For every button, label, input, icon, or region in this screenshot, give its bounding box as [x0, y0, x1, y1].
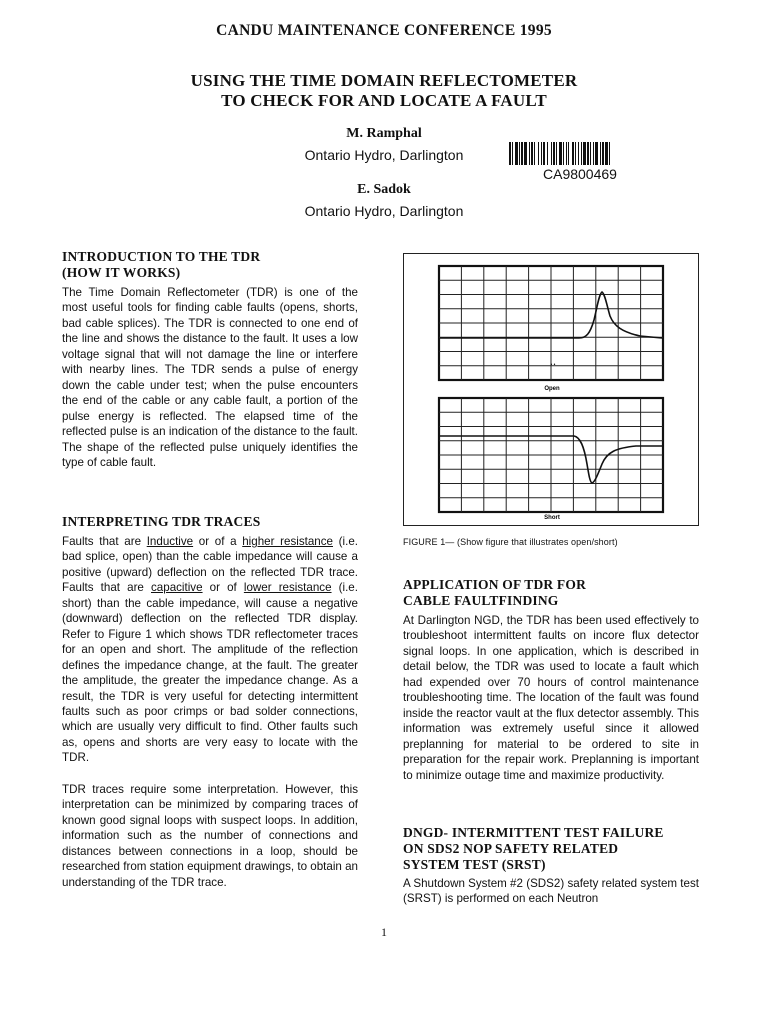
author-2-name: E. Sadok: [357, 182, 411, 197]
catalog-number: CA9800469: [543, 166, 617, 182]
interpreting-paragraph-2: TDR traces require some interpretation. However, this interpretation can be minimized by comparing traces of known good signal loops with suspect loops. In addition, information such as the number of connections and distances between connections in a loop, should be researched from station equipment drawings, to obtain an understanding of the TDR trace.: [62, 783, 358, 889]
dngd-heading-line-3: SYSTEM TEST (SRST): [403, 857, 546, 872]
application-heading-line-1: APPLICATION OF TDR FOR: [403, 577, 587, 592]
interp-text-5: (i.e. short) than the cable impedance, will cause a negative (downward) deflection on the reflected TDR display. Refer to Figure 1 which shows TDR reflectometer traces for an open and short. The amplitude of the reflection defines the impedance change, at the fault. The greater the amplitude, the greater the impedance change. As a result, the TDR is very useful for detecting intermittent faults such as poor crimps or bad solder connections, which are usually very difficult to find. Other faults such as, opens and shorts are very easy to locate with the TDR.: [62, 581, 358, 765]
interpreting-paragraph-1: [62, 534, 358, 766]
author-1-name: M. Ramphal: [346, 126, 422, 141]
term-higher-resistance: higher resistance: [242, 535, 333, 548]
interp-text-3: (i.e. bad splice, open) than the cable impedance will cause a positive (upward) deflection on the reflected TDR trace. Faults that are: [62, 535, 358, 595]
paper-title-line-2: TO CHECK FOR AND LOCATE A FAULT: [221, 91, 547, 110]
interp-text-1: Faults that are: [62, 535, 147, 548]
term-capacitive: capacitive: [151, 581, 203, 595]
interp-text-4: or of: [202, 581, 244, 595]
intro-paragraph: The Time Domain Reflectometer (TDR) is one of the most useful tools for finding cable faults (opens, shorts, bad cable splices). The TDR is connected to one end of the line and shows the distance to the fault. It uses a low voltage signal that will not damage the line or interfere with nearby lines. The TDR sends a pulse of energy down the cable under test; when the pulse encounters the end of the cable or any cable fault, a portion of the pulse energy is reflected. The elapsed time of the reflected pulse is an indication of the distance to the fault. The shape of the reflected pulse uniquely identifies the type of cable fault.: [62, 286, 358, 469]
open-trace-marker: • •: [550, 362, 556, 368]
dngd-heading-line-1: DNGD- INTERMITTENT TEST FAILURE: [403, 825, 664, 840]
term-lower-resistance: lower resistance: [243, 581, 332, 595]
dngd-heading-line-2: ON SDS2 NOP SAFETY RELATED: [403, 841, 619, 856]
barcode-image: [509, 142, 664, 165]
interp-text-2: or of a: [193, 535, 243, 548]
tdr-traces-figure: [404, 254, 697, 524]
term-inductive: Inductive: [146, 535, 194, 548]
figure-1-caption: FIGURE 1— (Show figure that illustrates open/short): [403, 537, 618, 547]
intro-heading: [62, 249, 362, 281]
open-trace-label: Open: [544, 386, 560, 392]
paper-title-line-1: USING THE TIME DOMAIN REFLECTOMETER: [190, 71, 578, 90]
author-1-affiliation: Ontario Hydro, Darlington: [304, 147, 464, 163]
interpreting-heading: INTERPRETING TDR TRACES: [62, 514, 261, 529]
intro-heading-line-1: INTRODUCTION TO THE TDR: [62, 249, 261, 264]
author-2-affiliation: Ontario Hydro, Darlington: [304, 203, 464, 219]
short-trace-label: Short: [544, 515, 560, 521]
application-heading: [403, 577, 703, 609]
short-trace-grid: [439, 398, 663, 512]
application-paragraph: At Darlington NGD, the TDR has been used effectively to troubleshoot intermittent faults on incore flux detector signal loops. In one application, which is described in detail below, the TDR was used to locate a fault which had expended over 70 hours of control maintenance troubleshooting time. The location of the fault was found inside the reactor vault at the flux detector assembly. This information was extremely useful since it allowed preplanning for material to be ordered to site in preparation for the repair work. Preplanning is important to minimize outage time and maximize productivity.: [403, 614, 699, 782]
intro-heading-line-2: (HOW IT WORKS): [62, 265, 181, 280]
dngd-paragraph: A Shutdown System #2 (SDS2) safety related system test (SRST) is performed on each Neutron: [403, 877, 699, 906]
conference-title: CANDU MAINTENANCE CONFERENCE 1995: [216, 22, 552, 39]
page-number: 1: [381, 925, 387, 939]
application-heading-line-2: CABLE FAULTFINDING: [403, 593, 559, 608]
figure-1-box: [403, 253, 699, 526]
dngd-heading: [403, 825, 703, 873]
paper-title: [0, 71, 768, 111]
